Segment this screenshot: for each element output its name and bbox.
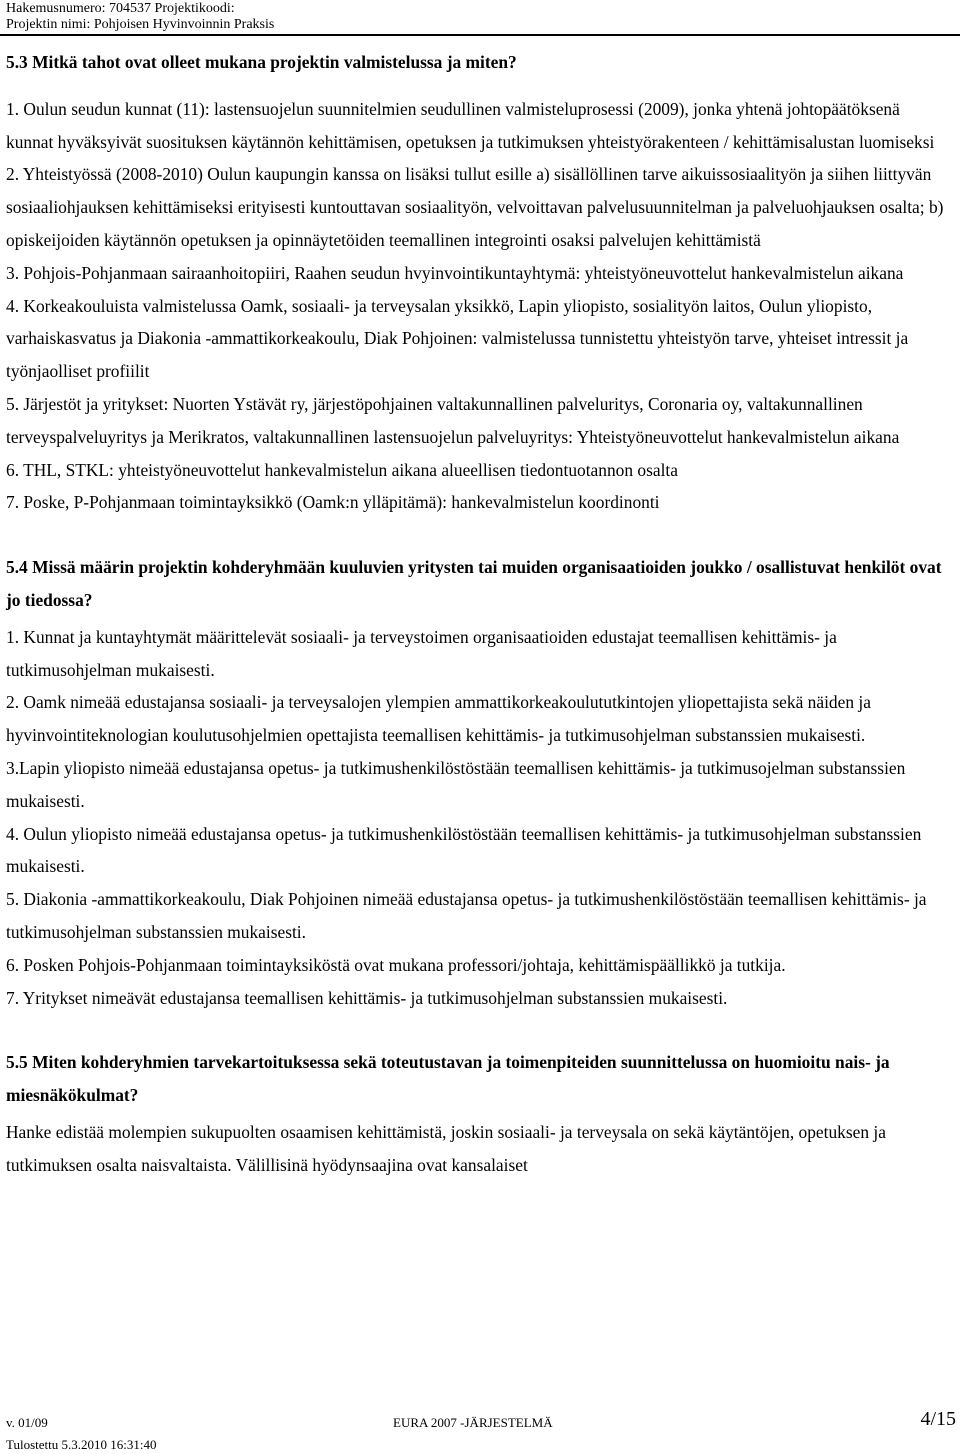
header-divider bbox=[0, 34, 960, 36]
print-timestamp: Tulostettu 5.3.2010 16:31:40 bbox=[6, 1437, 157, 1452]
list-item: 6. THL, STKL: yhteistyöneuvottelut hankevalmistelun aikana alueellisen tiedontuotannon osalta bbox=[6, 459, 678, 480]
list-item: 7. Poske, P-Pohjanmaan toimintayksikkö (Oamk:n ylläpitämä): hankevalmistelun koordinonti bbox=[6, 492, 660, 513]
document-footer bbox=[0, 1402, 960, 1454]
project-name: Projektin nimi: Pohjoisen Hyvinvoinnin Praksis bbox=[6, 17, 275, 32]
section-body bbox=[6, 1116, 951, 1182]
document-header bbox=[6, 1, 274, 33]
list-item: 1. Kunnat ja kuntayhtymät määrittelevät sosiaali- ja terveystoimen organisaatioiden edustajat teemallisen kehittämis- ja tutkimusohjelman mukaisesti. bbox=[6, 626, 837, 680]
list-item: 2. Yhteistyössä (2008-2010) Oulun kaupungin kanssa on lisäksi tullut esille a) sisällöllinen tarve aikuissosiaalityön ja siihen liittyvän sosiaaliohjauksen kehittämiseksi erityisesti kuntouttavan sosiaalityön, velvoittavan palvelusuunnitelman ja palveluohjauksen osalta; b) opiskeijoiden käytännön opetuksen ja opinnäytetöiden teemallinen integrointi osaksi palvelujen kehittämistä bbox=[6, 164, 944, 250]
section-list bbox=[6, 621, 951, 1015]
section-spacer bbox=[6, 519, 951, 551]
section-5-4 bbox=[6, 551, 951, 1014]
section-5-5 bbox=[6, 1046, 951, 1181]
list-item: 5. Järjestöt ja yritykset: Nuorten Ystävät ry, järjestöpohjainen valtakunnallinen palveluritys, Coronaria oy, valtakunnallinen terveyspalveluyritys ja Merikratos, valtakunnallinen lastensuojelun palveluyritys: Yhteistyöneuvottelut hankevalmistelun aikana bbox=[6, 393, 900, 447]
list-item: 7. Yritykset nimeävät edustajansa teemallisen kehittämis- ja tutkimusohjelman substanssien mukaisesti. bbox=[6, 987, 728, 1008]
section-heading: 5.4 Missä määrin projektin kohderyhmään kuuluvien yritysten tai muiden organisaatioiden joukko / osallistuvat henkilöt ovat jo tiedossa? bbox=[6, 557, 942, 610]
page-number: 4/15 bbox=[920, 1408, 956, 1430]
body-paragraph: Hanke edistää molempien sukupuolten osaamisen kehittämistä, joskin sosiaali- ja terveysala on sekä käytäntöjen, opetuksen ja tutkimuksen osalta naisvaltaista. Välillisinä hyödynsaajina ovat kansalaiset bbox=[6, 1121, 886, 1175]
section-list bbox=[6, 93, 951, 519]
section-heading: 5.5 Miten kohderyhmien tarvekartoituksessa sekä toteutustavan ja toimenpiteiden suunnittelussa on huomioitu nais- ja miesnäkökulmat? bbox=[6, 1052, 890, 1106]
list-item: 4. Oulun yliopisto nimeää edustajansa opetus- ja tutkimushenkilöstöstään teemallisen kehittämis- ja tutkimusohjelman substanssien mukaisesti. bbox=[6, 823, 922, 877]
list-item: 1. Oulun seudun kunnat (11): lastensuojelun suunnitelmien seudullinen valmisteluprosessi (2009), jonka yhtenä johtopäätöksenä kunnat hyväksyivät suosituksen käytännön kehittämisen, opetuksen ja tutkimuksen yhteistyörakenteen / kehittämisalustan luomiseksi bbox=[6, 98, 935, 152]
section-spacer bbox=[6, 1014, 951, 1046]
list-item: 2. Oamk nimeää edustajansa sosiaali- ja terveysalojen ylempien ammattikorkeakoulututkintojen yliopettajista sekä näiden ja hyvinvointiteknologian koulutusohjelmien opettajista teemallisen kehittämis- ja tutkimusohjelman substanssien mukaisesti. bbox=[6, 692, 871, 746]
list-item: 6. Posken Pohjois-Pohjanmaan toimintayksiköstä ovat mukana professori/johtaja, kehittämispäällikkö ja tutkija. bbox=[6, 954, 786, 975]
list-item: 3.Lapin yliopisto nimeää edustajansa opetus- ja tutkimushenkilöstöstään teemallisen kehittämis- ja tutkimusojelman substanssien mukaisesti. bbox=[6, 757, 906, 811]
footer-version: v. 01/09 bbox=[6, 1415, 48, 1430]
list-item: 4. Korkeakouluista valmistelussa Oamk, sosiaali- ja terveysalan yksikkö, Lapin yliopisto, sosialityön laitos, Oulun yliopisto, varhaiskasvatus ja Diakonia -ammattikorkeakoulu, Diak Pohjoinen: valmistelussa tunnistettu yhteistyön tarve, yhteiset intressit ja työnjaolliset profiilit bbox=[6, 295, 909, 382]
page-body bbox=[6, 46, 951, 1182]
section-heading: 5.3 Mitkä tahot ovat olleet mukana projektin valmistelussa ja miten? bbox=[6, 52, 517, 72]
list-item: 3. Pohjois-Pohjanmaan sairaanhoitopiiri, Raahen seudun hvyinvointikuntayhtymä: yhteistyöneuvottelut hankevalmistelun aikana bbox=[6, 262, 904, 283]
application-number: Hakemusnumero: 704537 Projektikoodi: bbox=[6, 1, 235, 16]
section-5-3 bbox=[6, 46, 951, 519]
footer-system-name: EURA 2007 -JÄRJESTELMÄ bbox=[393, 1415, 553, 1430]
list-item: 5. Diakonia -ammattikorkeakoulu, Diak Pohjoinen nimeää edustajansa opetus- ja tutkimushenkilöstöstään teemallisen kehittämis- ja tutkimusohjelman substanssien mukaisesti. bbox=[6, 889, 927, 942]
